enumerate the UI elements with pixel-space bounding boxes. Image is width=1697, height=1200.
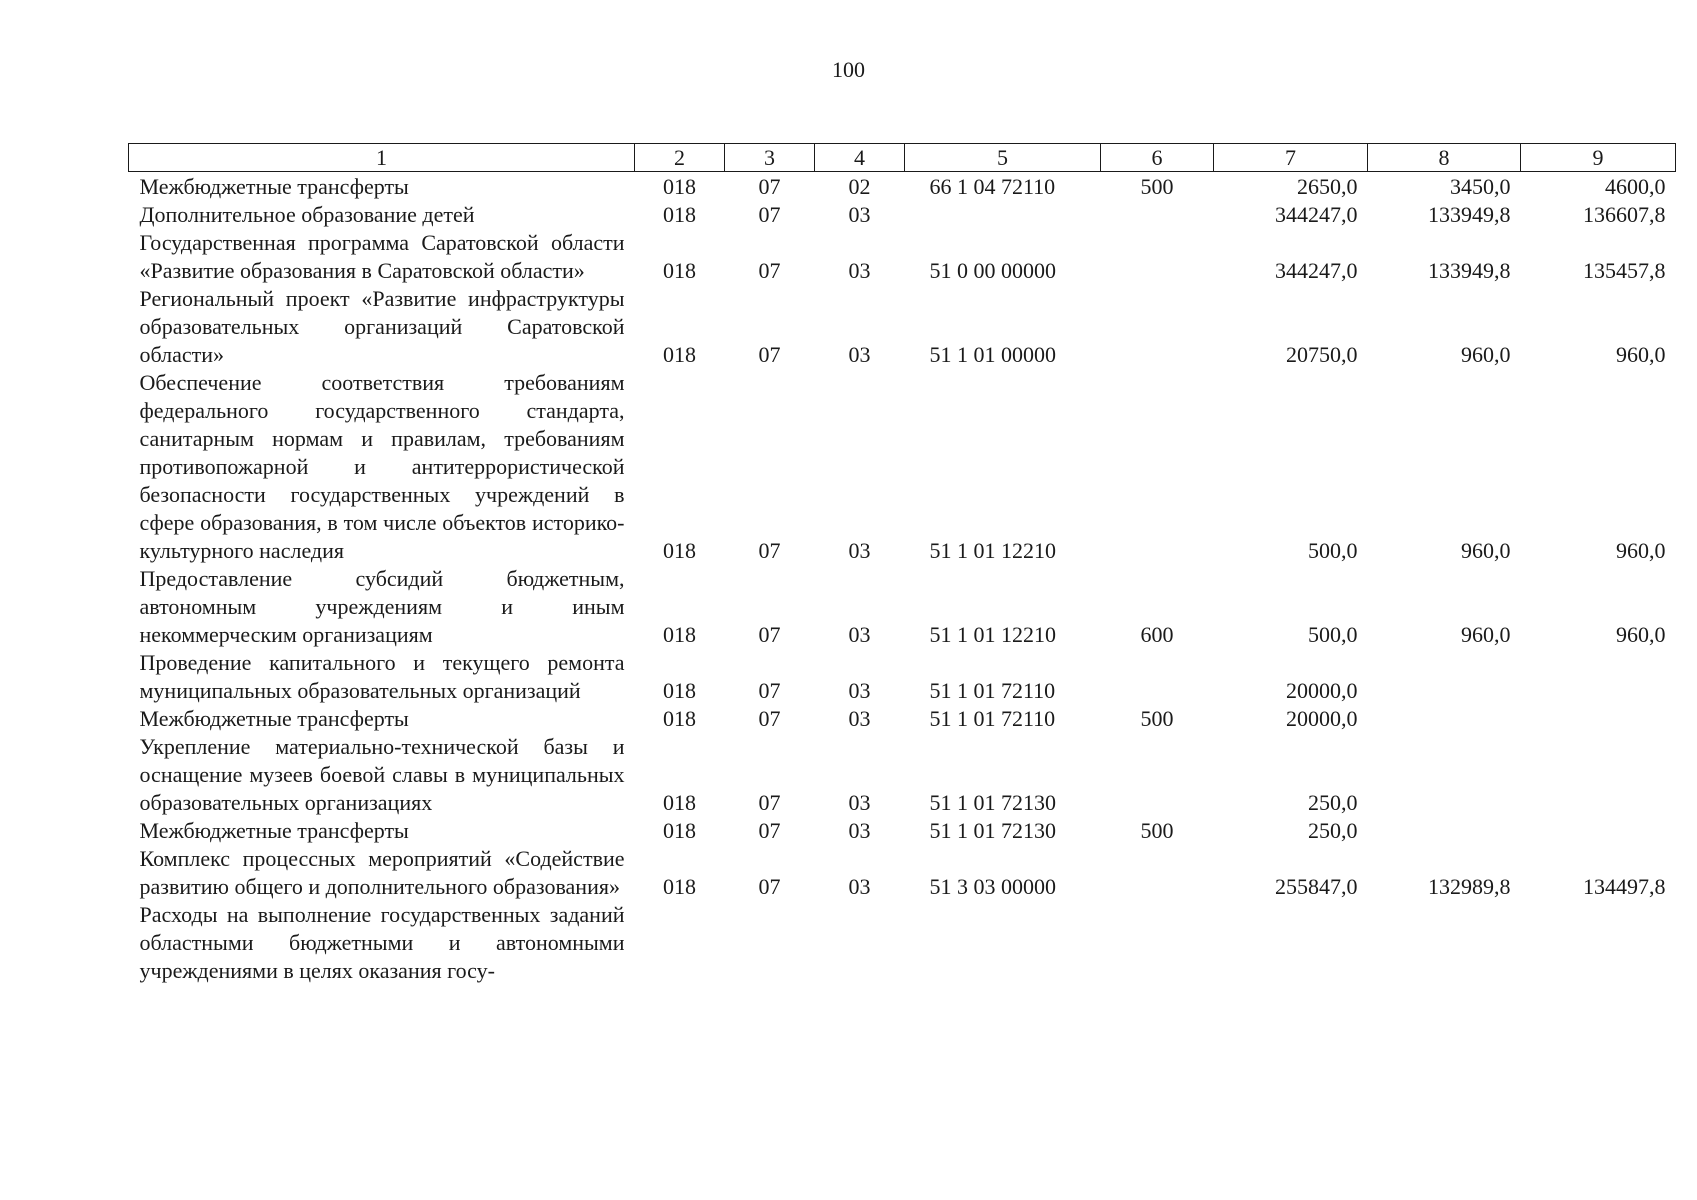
table-header-row [129,144,1676,172]
cell-expense-type [1101,733,1214,817]
cell-subsection: 03 [848,202,871,227]
cell-target-article: 51 1 01 12210 [929,622,1056,647]
cell-amount-2026: 960,0 [1616,342,1666,367]
cell-amount-2024: 250,0 [1308,790,1358,815]
cell-section: 07 [758,874,781,899]
cell-subsection: 03 [848,678,871,703]
cell-ministry: 018 [663,538,696,563]
cell-section: 07 [758,790,781,815]
cell-section: 07 [758,258,781,283]
cell-subsection: 02 [848,174,871,199]
cell-target-article: 51 1 01 12210 [929,538,1056,563]
cell-amount-2025: 133949,8 [1428,202,1511,227]
cell-description: Укрепление материально-технической базы и оснащение музеев боевой славы в муниципальных образовательных организациях [139,734,625,815]
cell-target-article: 51 1 01 00000 [929,342,1056,367]
cell-expense-type: 500 [1140,706,1174,731]
cell-subsection: 03 [848,874,871,899]
cell-ministry: 018 [663,874,696,899]
cell-expense-type [1101,229,1214,285]
cell-target-article: 51 1 01 72130 [929,790,1056,815]
cell-description: Проведение капитального и текущего ремонта муниципальных образовательных организаций [139,650,625,703]
cell-amount-2025: 3450,0 [1450,174,1511,199]
column-header-5: 5 [905,144,1101,172]
cell-expense-type [1101,845,1214,901]
cell-target-article [905,201,1101,229]
cell-amount-2024: 344247,0 [1275,258,1358,283]
cell-ministry [635,901,725,985]
cell-target-article: 51 1 01 72110 [929,678,1056,703]
cell-subsection: 03 [848,538,871,563]
table-row [129,817,1676,845]
cell-amount-2024: 255847,0 [1275,874,1358,899]
cell-section: 07 [758,678,781,703]
cell-subsection: 03 [848,706,871,731]
cell-expense-type: 500 [1140,174,1174,199]
cell-expense-type [1101,369,1214,565]
column-header-8: 8 [1368,144,1521,172]
cell-ministry: 018 [663,678,696,703]
column-header-4: 4 [815,144,905,172]
cell-amount-2024: 20750,0 [1286,342,1358,367]
budget-table [128,143,1676,985]
cell-subsection: 03 [848,258,871,283]
cell-subsection: 03 [848,818,871,843]
column-header-7: 7 [1214,144,1368,172]
cell-target-article [905,901,1101,985]
cell-amount-2026: 136607,8 [1583,202,1666,227]
cell-subsection: 03 [848,342,871,367]
cell-amount-2026 [1521,705,1676,733]
cell-amount-2024: 2650,0 [1297,174,1358,199]
cell-description: Предоставление субсидий бюджетным, автономным учреждениям и иным некоммерческим организациям [139,566,625,647]
cell-target-article: 51 1 01 72110 [929,706,1056,731]
cell-description: Государственная программа Саратовской области «Развитие образования в Саратовской области» [139,230,625,283]
cell-subsection [815,901,905,985]
cell-ministry: 018 [663,790,696,815]
column-header-3: 3 [725,144,815,172]
cell-amount-2026: 4600,0 [1605,174,1666,199]
cell-target-article: 51 1 01 72130 [929,818,1056,843]
cell-expense-type: 600 [1140,622,1174,647]
cell-amount-2024 [1214,901,1368,985]
cell-subsection: 03 [848,622,871,647]
cell-amount-2026: 960,0 [1616,538,1666,563]
cell-expense-type: 500 [1140,818,1174,843]
cell-target-article: 66 1 04 72110 [929,174,1056,199]
cell-target-article: 51 0 00 00000 [929,258,1056,283]
cell-section: 07 [758,706,781,731]
cell-amount-2025 [1368,901,1521,985]
cell-target-article: 51 3 03 00000 [929,874,1056,899]
cell-section: 07 [758,818,781,843]
table-row [129,901,1676,985]
cell-amount-2025: 960,0 [1461,342,1511,367]
cell-section: 07 [758,342,781,367]
cell-expense-type [1101,285,1214,369]
cell-amount-2024: 20000,0 [1286,706,1358,731]
table-row [129,201,1676,229]
cell-amount-2025 [1368,705,1521,733]
table-row [129,285,1676,369]
cell-amount-2025: 132989,8 [1428,874,1511,899]
cell-ministry: 018 [663,622,696,647]
cell-ministry: 018 [663,342,696,367]
cell-amount-2024: 20000,0 [1286,678,1358,703]
cell-description: Комплекс процессных мероприятий «Содействие развитию общего и дополнительного образования» [139,846,625,899]
cell-amount-2026 [1521,733,1676,817]
cell-ministry: 018 [663,258,696,283]
cell-ministry: 018 [663,202,696,227]
cell-amount-2024: 500,0 [1308,622,1358,647]
cell-amount-2024: 500,0 [1308,538,1358,563]
cell-amount-2026 [1521,901,1676,985]
cell-section [725,901,815,985]
cell-amount-2024: 250,0 [1308,818,1358,843]
cell-description: Дополнительное образование детей [139,202,475,227]
table-row [129,565,1676,649]
cell-amount-2024: 344247,0 [1275,202,1358,227]
cell-amount-2026 [1521,649,1676,705]
column-header-6: 6 [1101,144,1214,172]
cell-ministry: 018 [663,174,696,199]
cell-amount-2026: 135457,8 [1583,258,1666,283]
cell-expense-type [1101,649,1214,705]
table-row [129,845,1676,901]
cell-section: 07 [758,622,781,647]
cell-amount-2025 [1368,817,1521,845]
cell-amount-2026: 134497,8 [1583,874,1666,899]
cell-description: Расходы на выполнение государственных заданий областными бюджетными и автономными учреждениями в целях оказания госу- [139,902,625,983]
cell-ministry: 018 [663,706,696,731]
column-header-9: 9 [1521,144,1676,172]
cell-description: Межбюджетные трансферты [139,818,409,843]
table-row [129,229,1676,285]
table-row [129,705,1676,733]
cell-section: 07 [758,174,781,199]
cell-description: Обеспечение соответствия требованиям федерального государственного стандарта, санитарным нормам и правилам, требованиям противопожарной и антитеррористической безопасности государственных учреждений в сфере образования, в том числе объектов историко-культурного наследия [139,370,625,563]
cell-section: 07 [758,202,781,227]
cell-ministry: 018 [663,818,696,843]
cell-description: Региональный проект «Развитие инфраструктуры образовательных организаций Саратовской области» [139,286,625,367]
cell-amount-2025: 133949,8 [1428,258,1511,283]
cell-description: Межбюджетные трансферты [139,174,409,199]
cell-section: 07 [758,538,781,563]
cell-expense-type [1101,901,1214,985]
cell-description: Межбюджетные трансферты [139,706,409,731]
column-header-2: 2 [635,144,725,172]
cell-amount-2026 [1521,817,1676,845]
cell-expense-type [1101,201,1214,229]
cell-amount-2025: 960,0 [1461,622,1511,647]
cell-subsection: 03 [848,790,871,815]
cell-amount-2026: 960,0 [1616,622,1666,647]
table-body [129,172,1676,986]
table-row [129,649,1676,705]
cell-amount-2025 [1368,733,1521,817]
page-number: 100 [832,57,865,82]
table-row [129,172,1676,202]
cell-amount-2025: 960,0 [1461,538,1511,563]
cell-amount-2025 [1368,649,1521,705]
column-header-1: 1 [129,144,635,172]
table-row [129,733,1676,817]
table-row [129,369,1676,565]
